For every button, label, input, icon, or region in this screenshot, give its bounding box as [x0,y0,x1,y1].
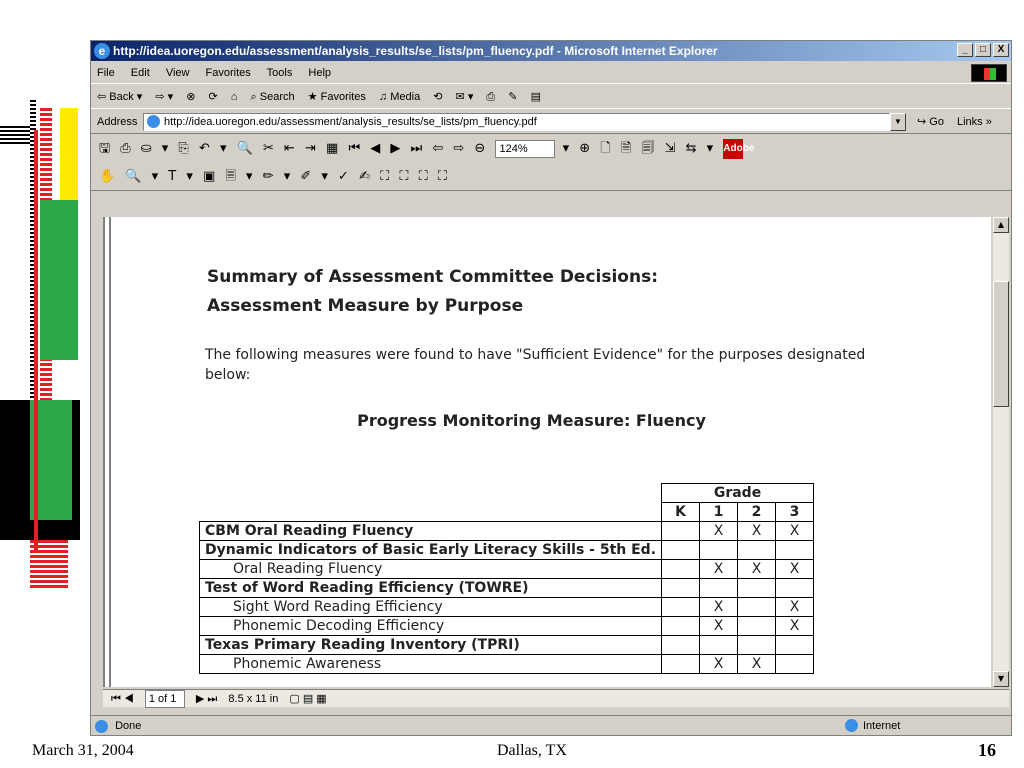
windows-logo-icon [971,64,1007,82]
grade-mark-cell [738,579,776,598]
favorites-icon: ★ [307,91,318,103]
page-border [109,217,111,687]
menu-edit[interactable]: Edit [130,67,150,79]
print-icon[interactable]: ⎙ [486,91,496,103]
address-url: http://idea.uoregon.edu/assessment/analysis_results/se_lists/pm_fluency.pdf [164,116,537,128]
grade-mark-cell [662,617,700,636]
table-row [200,522,814,541]
scroll-thumb[interactable] [993,281,1009,407]
grade-mark-cell [662,636,700,655]
go-button[interactable] [917,110,944,134]
edit-icon[interactable]: ✎ [508,91,518,103]
scroll-up-icon[interactable]: ▲ [993,217,1009,233]
grade-mark-cell [776,579,814,598]
measure-label: Test of Word Reading Efficiency (TOWRE) [200,579,662,598]
maximize-button[interactable]: □ [975,43,991,57]
forward-button[interactable]: ⇨ ▾ [155,91,174,103]
grade-mark-cell [738,617,776,636]
acrobat-toolbar-icons-end[interactable]: ▾ ⊕ 🗋 🗎 🗐 ⇲ ⇆ ▾ [562,141,717,156]
table-row [200,598,814,617]
grade-mark-cell [700,579,738,598]
favorites-button[interactable] [308,91,366,103]
grade-mark-cell: X [700,522,738,541]
grade-mark-cell [738,541,776,560]
go-label: Go [929,116,944,128]
grade-mark-cell: X [776,522,814,541]
close-button[interactable]: X [993,43,1009,57]
media-button[interactable] [379,91,420,103]
grade-mark-cell: X [738,560,776,579]
address-input[interactable] [143,113,890,131]
grade-mark-cell [776,636,814,655]
pdf-document-area [103,217,991,687]
address-dropdown-icon[interactable]: ▼ [890,113,906,131]
measure-label: Texas Primary Reading Inventory (TPRI) [200,636,662,655]
table-header-row-1 [200,484,814,503]
page-navigation-bar [103,689,1009,707]
table-row [200,579,814,598]
table-row [200,560,814,579]
grade-mark-cell: X [738,522,776,541]
measure-label: Phonemic Decoding Efficiency [200,617,662,636]
grade-mark-cell [662,598,700,617]
search-icon: ⌕ [250,91,257,103]
page-field[interactable]: 1 of 1 [145,690,185,708]
page-size: 8.5 x 11 in [228,693,279,705]
menu-tools[interactable]: Tools [266,67,293,79]
measure-label: Sight Word Reading Efficiency [200,598,662,617]
grade-3: 3 [776,503,814,522]
grade-mark-cell: X [700,598,738,617]
grade-2: 2 [738,503,776,522]
minimize-button[interactable]: _ [957,43,973,57]
media-icon: ♫ [378,91,388,103]
title-bar [91,41,1011,61]
internet-zone-icon [845,719,858,732]
table-row [200,655,814,674]
stop-icon[interactable]: ⊗ [186,91,196,103]
acrobat-toolbar-1 [91,135,1011,163]
standard-toolbar [91,85,1011,109]
discuss-icon[interactable]: ▤ [530,91,541,103]
favorites-label: Favorites [320,91,366,103]
status-text: Done [115,720,142,732]
grade-mark-cell [662,560,700,579]
doc-subtitle: Progress Monitoring Measure: Fluency [357,411,706,430]
address-bar [91,110,1011,134]
acrobat-tool-icons[interactable]: ✋ 🔍 ▾ T ▾ ▣ 🗏 ▾ ✏ ▾ ✐ ▾ ✓ ✍ ⛶ ⛶ ⛶ ⛶ [99,169,450,184]
grade-mark-cell: X [738,655,776,674]
home-icon[interactable]: ⌂ [230,91,238,103]
links-button[interactable]: Links » [957,116,992,128]
first-page-icon[interactable]: ⏮ ◀ [111,693,134,705]
grade-mark-cell: X [776,560,814,579]
browser-window [90,40,1012,736]
ie-logo-icon: e [94,43,110,59]
back-button[interactable]: ⇦ Back ▾ [97,91,143,103]
table-header-row-2 [200,503,814,522]
refresh-icon[interactable]: ⟳ [208,91,218,103]
search-label: Search [259,91,295,103]
slide-decoration [0,100,82,590]
measure-label: Phonemic Awareness [200,655,662,674]
scroll-down-icon[interactable]: ▼ [993,671,1009,687]
grade-mark-cell [738,636,776,655]
footer-location: Dallas, TX [497,742,567,759]
table-row [200,617,814,636]
grade-mark-cell [738,598,776,617]
doc-title-line1: Summary of Assessment Committee Decisions: [207,267,659,287]
measure-label: Oral Reading Fluency [200,560,662,579]
zone-text: Internet [863,720,901,732]
grade-mark-cell: X [776,598,814,617]
media-label: Media [390,91,421,103]
page-status-icon [95,720,108,733]
grade-mark-cell: X [700,655,738,674]
acrobat-toolbar-icons[interactable]: 🖫 ⎙ ⛀ ▾ ⎘ ↶ ▾ 🔍 ✂ ⇤ ⇥ ▦ ⏮ ◀ ▶ ⏭ ⇦ ⇨ ⊖ [99,141,489,156]
layout-icons[interactable]: ▢ ▤ ▦ [289,693,327,705]
measure-label: Dynamic Indicators of Basic Early Literacy Skills - 5th Ed. [200,541,662,560]
grade-mark-cell [776,655,814,674]
menu-help[interactable]: Help [308,67,332,79]
grade-mark-cell [662,522,700,541]
grade-mark-cell [700,541,738,560]
menu-bar [91,62,1011,84]
grade-mark-cell: X [776,617,814,636]
table-row [200,541,814,560]
mail-icon[interactable]: ✉ ▾ [455,91,474,103]
doc-title-line2: Assessment Measure by Purpose [207,296,524,316]
slide-number: 16 [978,740,996,760]
window-title: http://idea.uoregon.edu/assessment/analysis_results/se_lists/pm_fluency.pdf - Microsoft Internet Explorer [113,44,718,58]
grade-mark-cell [776,541,814,560]
next-page-icon[interactable]: ▶ ⏭ [195,693,218,705]
menu-view[interactable]: View [165,67,190,79]
footer-date: March 31, 2004 [32,742,134,759]
acrobat-toolbar-2 [91,163,1011,191]
history-icon[interactable]: ⟲ [433,91,443,103]
table-row [200,636,814,655]
measures-table [199,483,814,674]
page-icon [147,115,160,128]
go-arrow-icon: ↪ [917,116,927,128]
search-button[interactable] [251,91,295,103]
grade-k: K [662,503,700,522]
grade-header: Grade [662,484,814,503]
grade-1: 1 [700,503,738,522]
grade-mark-cell [662,655,700,674]
grade-mark-cell [662,579,700,598]
zoom-input[interactable]: 124% [495,140,555,158]
status-bar [91,715,1011,735]
adobe-logo-icon[interactable]: Adobe [723,139,743,159]
address-label: Address [97,116,138,128]
menu-file[interactable]: File [97,67,115,79]
grade-mark-cell: X [700,617,738,636]
doc-intro: The following measures were found to have "Sufficient Evidence" for the purposes designated below: [205,347,866,383]
vertical-scrollbar[interactable] [993,217,1009,687]
menu-favorites[interactable]: Favorites [205,67,251,79]
grade-mark-cell: X [700,560,738,579]
grade-mark-cell [700,636,738,655]
measure-label: CBM Oral Reading Fluency [200,522,662,541]
grade-mark-cell [662,541,700,560]
